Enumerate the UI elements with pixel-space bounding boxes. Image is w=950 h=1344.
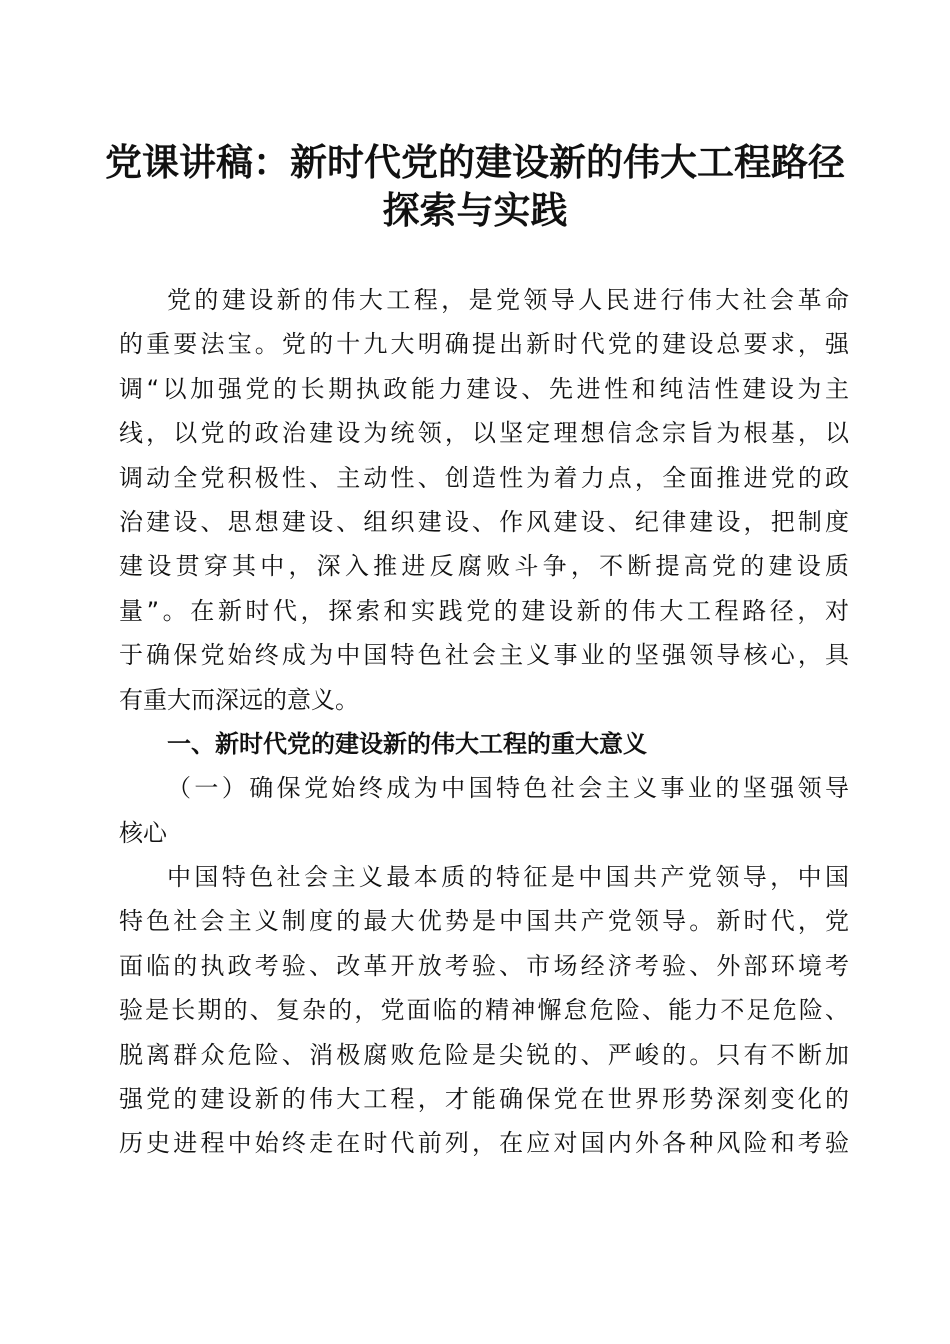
- paragraph-section1: [119, 855, 849, 1166]
- paragraph-line: 调“以加强党的长期执政能力建设、先进性和纯洁性建设为主: [119, 374, 849, 403]
- paragraph-line: 建设贯穿其中，深入推进反腐败斗争，不断提高党的建设质: [119, 552, 849, 581]
- paragraph-line: 中国特色社会主义最本质的特征是中国共产党领导，中国: [167, 863, 849, 892]
- section-heading-1: 一、新时代党的建设新的伟大工程的重大意义: [167, 729, 647, 758]
- document-body: [119, 278, 849, 1166]
- subsection-heading-line: （一）确保党始终成为中国特色社会主义事业的坚强领导: [167, 774, 849, 803]
- paragraph-line: 面临的执政考验、改革开放考验、市场经济考验、外部环境考: [119, 951, 849, 980]
- paragraph-line: 有重大而深远的意义。: [119, 685, 359, 714]
- paragraph-line: 调动全党积极性、主动性、创造性为着力点，全面推进党的政: [119, 463, 849, 492]
- paragraph-line: 线，以党的政治建设为统领，以坚定理想信念宗旨为根基，以: [119, 419, 849, 448]
- subsection-heading-line: 核心: [119, 818, 167, 847]
- document-title-line-2: 探索与实践: [382, 188, 568, 232]
- paragraph-line: 历史进程中始终走在时代前列，在应对国内外各种风险和考验: [119, 1129, 849, 1158]
- paragraph-line: 特色社会主义制度的最大优势是中国共产党领导。新时代，党: [119, 907, 849, 936]
- document-title-line-1: 党课讲稿：新时代党的建设新的伟大工程路径: [105, 140, 845, 184]
- paragraph-line: 治建设、思想建设、组织建设、作风建设、纪律建设，把制度: [119, 507, 849, 536]
- paragraph-line: 脱离群众危险、消极腐败危险是尖锐的、严峻的。只有不断加: [119, 1040, 849, 1069]
- subsection-heading-1: [119, 766, 849, 855]
- paragraph-line: 强党的建设新的伟大工程，才能确保党在世界形势深刻变化的: [119, 1085, 849, 1114]
- paragraph-line: 于确保党始终成为中国特色社会主义事业的坚强领导核心，具: [119, 641, 849, 670]
- paragraph-intro: [119, 278, 849, 722]
- paragraph-line: 验是长期的、复杂的，党面临的精神懈怠危险、能力不足危险、: [119, 996, 849, 1025]
- paragraph-line: 党的建设新的伟大工程，是党领导人民进行伟大社会革命: [167, 286, 849, 314]
- paragraph-line: 量”。在新时代，探索和实践党的建设新的伟大工程路径，对: [119, 596, 849, 625]
- paragraph-line: 的重要法宝。党的十九大明确提出新时代党的建设总要求，强: [119, 330, 849, 359]
